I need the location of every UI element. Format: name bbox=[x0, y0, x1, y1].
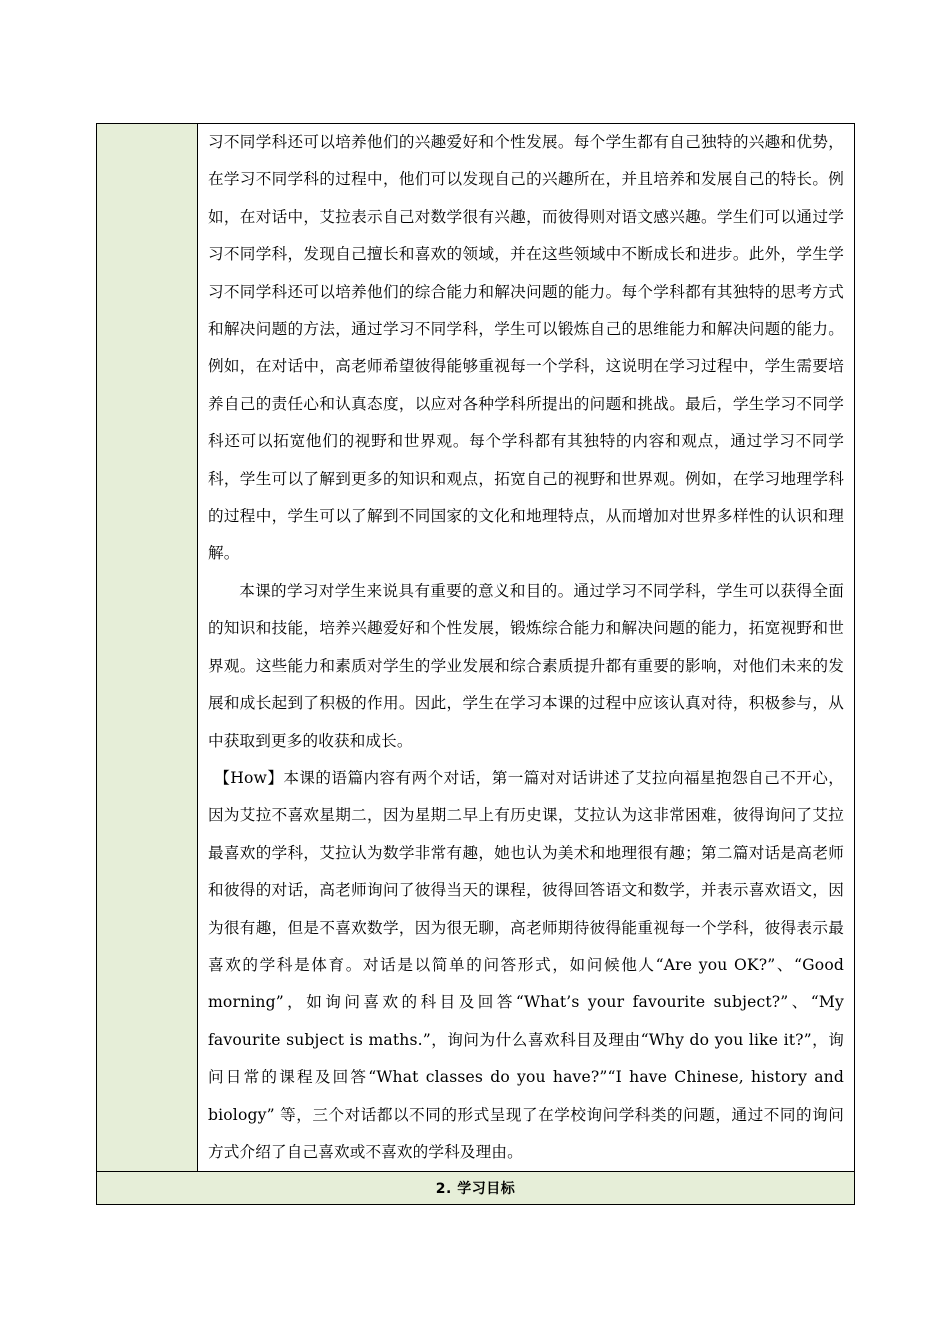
how-label: 【How】 bbox=[214, 768, 284, 787]
content-row bbox=[97, 124, 855, 1172]
section-heading: 2. 学习目标 bbox=[97, 1172, 855, 1205]
lesson-plan-table bbox=[96, 123, 855, 1205]
category-cell bbox=[97, 124, 198, 1172]
paragraph-lesson-significance: 本课的学习对学生来说具有重要的意义和目的。通过学习不同学科，学生可以获得全面的知识和技能，培养兴趣爱好和个性发展，锻炼综合能力和解决问题的能力，拓宽视野和世界观。这些能力和素质对学生的学业发展和综合素质提升都有重要的影响，对他们未来的发展和成长起到了积极的作用。因此，学生在学习本课的过程中应该认真对待，积极参与，从中获取到更多的收获和成长。 bbox=[208, 581, 844, 750]
paragraph-subject-benefits: 习不同学科还可以培养他们的兴趣爱好和个性发展。每个学生都有自己独特的兴趣和优势，在学习不同学科的过程中，他们可以发现自己的兴趣所在，并且培养和发展自己的特长。例如，在对话中，艾拉表示自己对数学很有兴趣，而彼得则对语文感兴趣。学生们可以通过学习不同学科，发现自己擅长和喜欢的领域，并在这些领域中不断成长和进步。此外，学生学习不同学科还可以培养他们的综合能力和解决问题的能力。每个学科都有其独特的思考方式和解决问题的方法，通过学习不同学科，学生可以锻炼自己的思维能力和解决问题的能力。例如，在对话中，高老师希望彼得能够重视每一个学科，这说明在学习过程中，学生需要培养自己的责任心和认真态度，以应对各种学科所提出的问题和挑战。最后，学生学习不同学科还可以拓宽他们的视野和世界观。每个学科都有其独特的内容和观点，通过学习不同学科，学生可以了解到更多的知识和观点，拓宽自己的视野和世界观。例如，在学习地理学科的过程中，学生可以了解到不同国家的文化和地理特点，从而增加对世界多样性的认识和理解。 bbox=[208, 133, 844, 563]
paragraph-how bbox=[208, 760, 844, 1171]
how-text: 本课的语篇内容有两个对话，第一篇对对话讲述了艾拉向福星抱怨自己不开心，因为艾拉不喜欢星期二，因为星期二早上有历史课，艾拉认为这非常困难，彼得询问了艾拉最喜欢的学科，艾拉认为数学非常有趣，她也认为美术和地理很有趣；第二篇对话是高老师和彼得的对话，高老师询问了彼得当天的课程，彼得回答语文和数学，并表示喜欢语文，因为很有趣，但是不喜欢数学，因为很无聊，高老师期待彼得能重视每一个学科，彼得表示最喜欢的学科是体育。对话是以简单的问答形式，如问候他人“Are you OK?”、“Good morning”，如询问喜欢的科目及回答“What’s your favourite subject?”、“My favourite subject is maths.”，询问为什么喜欢科目及理由“Why do you like it?”，询问日常的课程及回答“What classes do you have?”“I have Chinese, history and biology” 等，三个对话都以不同的形式呈现了在学校询问学科类的问题，通过不同的询问方式介绍了自己喜欢或不喜欢的学科及理由。 bbox=[208, 768, 844, 1161]
section-heading-row bbox=[97, 1172, 855, 1205]
content-cell bbox=[198, 124, 855, 1172]
